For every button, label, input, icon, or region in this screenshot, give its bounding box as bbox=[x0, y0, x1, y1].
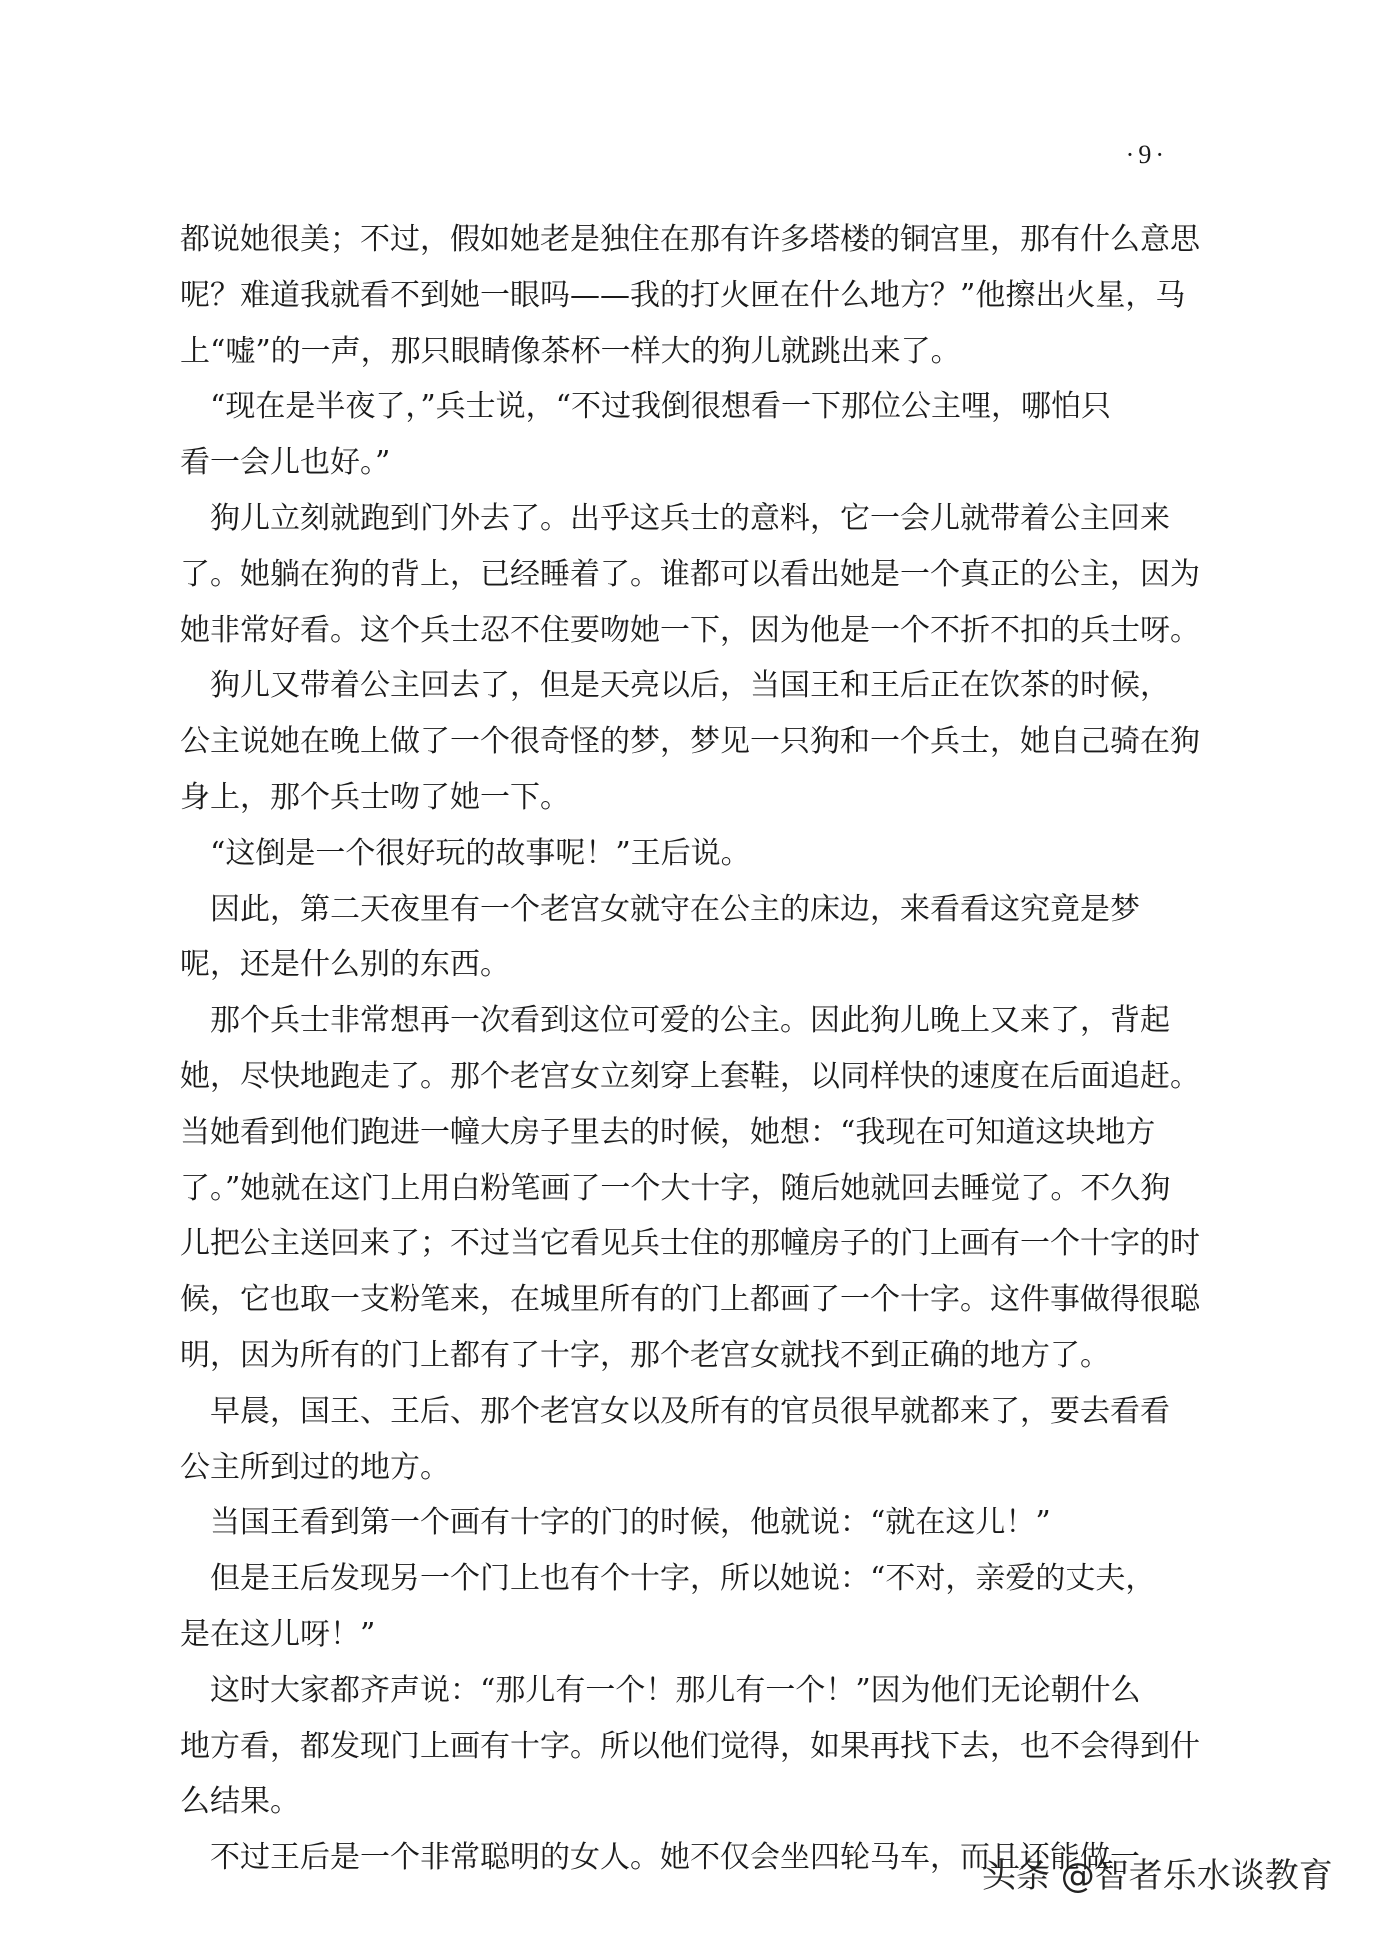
text-line: 身上，那个兵士吻了她一下。 bbox=[180, 779, 570, 815]
text-line: 不过王后是一个非常聪明的女人。她不仅会坐四轮马车，而且还能做一 bbox=[180, 1840, 1140, 1876]
text-line: 呢？难道我就看不到她一眼吗——我的打火匣在什么地方？”他擦出火星，马 bbox=[180, 277, 1186, 313]
text-line: 候，它也取一支粉笔来，在城里所有的门上都画了一个十字。这件事做得很聪 bbox=[180, 1282, 1200, 1318]
text-line: 但是王后发现另一个门上也有个十字，所以她说：“不对，亲爱的丈夫， bbox=[180, 1561, 1156, 1597]
watermark: 头条 @智者乐水谈教育 bbox=[982, 1856, 1333, 1896]
text-line: 狗儿又带着公主回去了，但是天亮以后，当国王和王后正在饮茶的时候， bbox=[180, 668, 1170, 704]
text-line: “这倒是一个很好玩的故事呢！”王后说。 bbox=[180, 835, 751, 871]
text-line: 都说她很美；不过，假如她老是独住在那有许多塔楼的铜宫里，那有什么意思 bbox=[180, 222, 1200, 257]
text-line: 她，尽快地跑走了。那个老宫女立刻穿上套鞋，以同样快的速度在后面追赶。 bbox=[180, 1058, 1200, 1094]
text-line: 当她看到他们跑进一幢大房子里去的时候，她想：“我现在可知道这块地方 bbox=[180, 1114, 1156, 1150]
text-line: 狗儿立刻就跑到门外去了。出乎这兵士的意料，它一会儿就带着公主回来 bbox=[180, 500, 1170, 536]
text-line: 公主说她在晚上做了一个很奇怪的梦，梦见一只狗和一个兵士，她自己骑在狗 bbox=[180, 724, 1200, 760]
text-line: 呢，还是什么别的东西。 bbox=[180, 947, 510, 983]
text-line: 地方看，都发现门上画有十字。所以他们觉得，如果再找下去，也不会得到什 bbox=[180, 1728, 1200, 1764]
text-line: 明，因为所有的门上都有了十字，那个老宫女就找不到正确的地方了。 bbox=[180, 1337, 1110, 1373]
text-line: 儿把公主送回来了；不过当它看见兵士住的那幢房子的门上画有一个十字的时 bbox=[180, 1226, 1200, 1262]
text-line: 了。她躺在狗的背上，已经睡着了。谁都可以看出她是一个真正的公主，因为 bbox=[180, 556, 1200, 592]
text-line: 早晨，国王、王后、那个老宫女以及所有的官员很早就都来了，要去看看 bbox=[180, 1393, 1170, 1429]
text-line: 了。”她就在这门上用白粉笔画了一个大十字，随后她就回去睡觉了。不久狗 bbox=[180, 1170, 1171, 1206]
text-line: 么结果。 bbox=[180, 1784, 300, 1820]
text-line: 这时大家都齐声说：“那儿有一个！那儿有一个！”因为他们无论朝什么 bbox=[180, 1672, 1141, 1708]
text-line: 是在这儿呀！” bbox=[180, 1616, 376, 1652]
text-line: 因此，第二天夜里有一个老宫女就守在公主的床边，来看看这究竟是梦 bbox=[180, 891, 1140, 927]
text-line: 公主所到过的地方。 bbox=[180, 1449, 450, 1485]
text-line: 她非常好看。这个兵士忍不住要吻她一下，因为他是一个不折不扣的兵士呀。 bbox=[180, 612, 1200, 648]
text-line: “现在是半夜了，”兵士说，“不过我倒很想看一下那位公主哩，哪怕只 bbox=[180, 389, 1112, 425]
text-line: 看一会儿也好。” bbox=[180, 445, 391, 481]
text-line: 当国王看到第一个画有十字的门的时候，他就说：“就在这儿！” bbox=[180, 1505, 1051, 1541]
text-line: 上“嘘”的一声，那只眼睛像茶杯一样大的狗儿就跳出来了。 bbox=[180, 333, 961, 369]
body-text bbox=[180, 212, 1200, 1886]
page-number: ·9· bbox=[1125, 140, 1168, 169]
text-line: 那个兵士非常想再一次看到这位可爱的公主。因此狗儿晚上又来了，背起 bbox=[180, 1003, 1170, 1039]
